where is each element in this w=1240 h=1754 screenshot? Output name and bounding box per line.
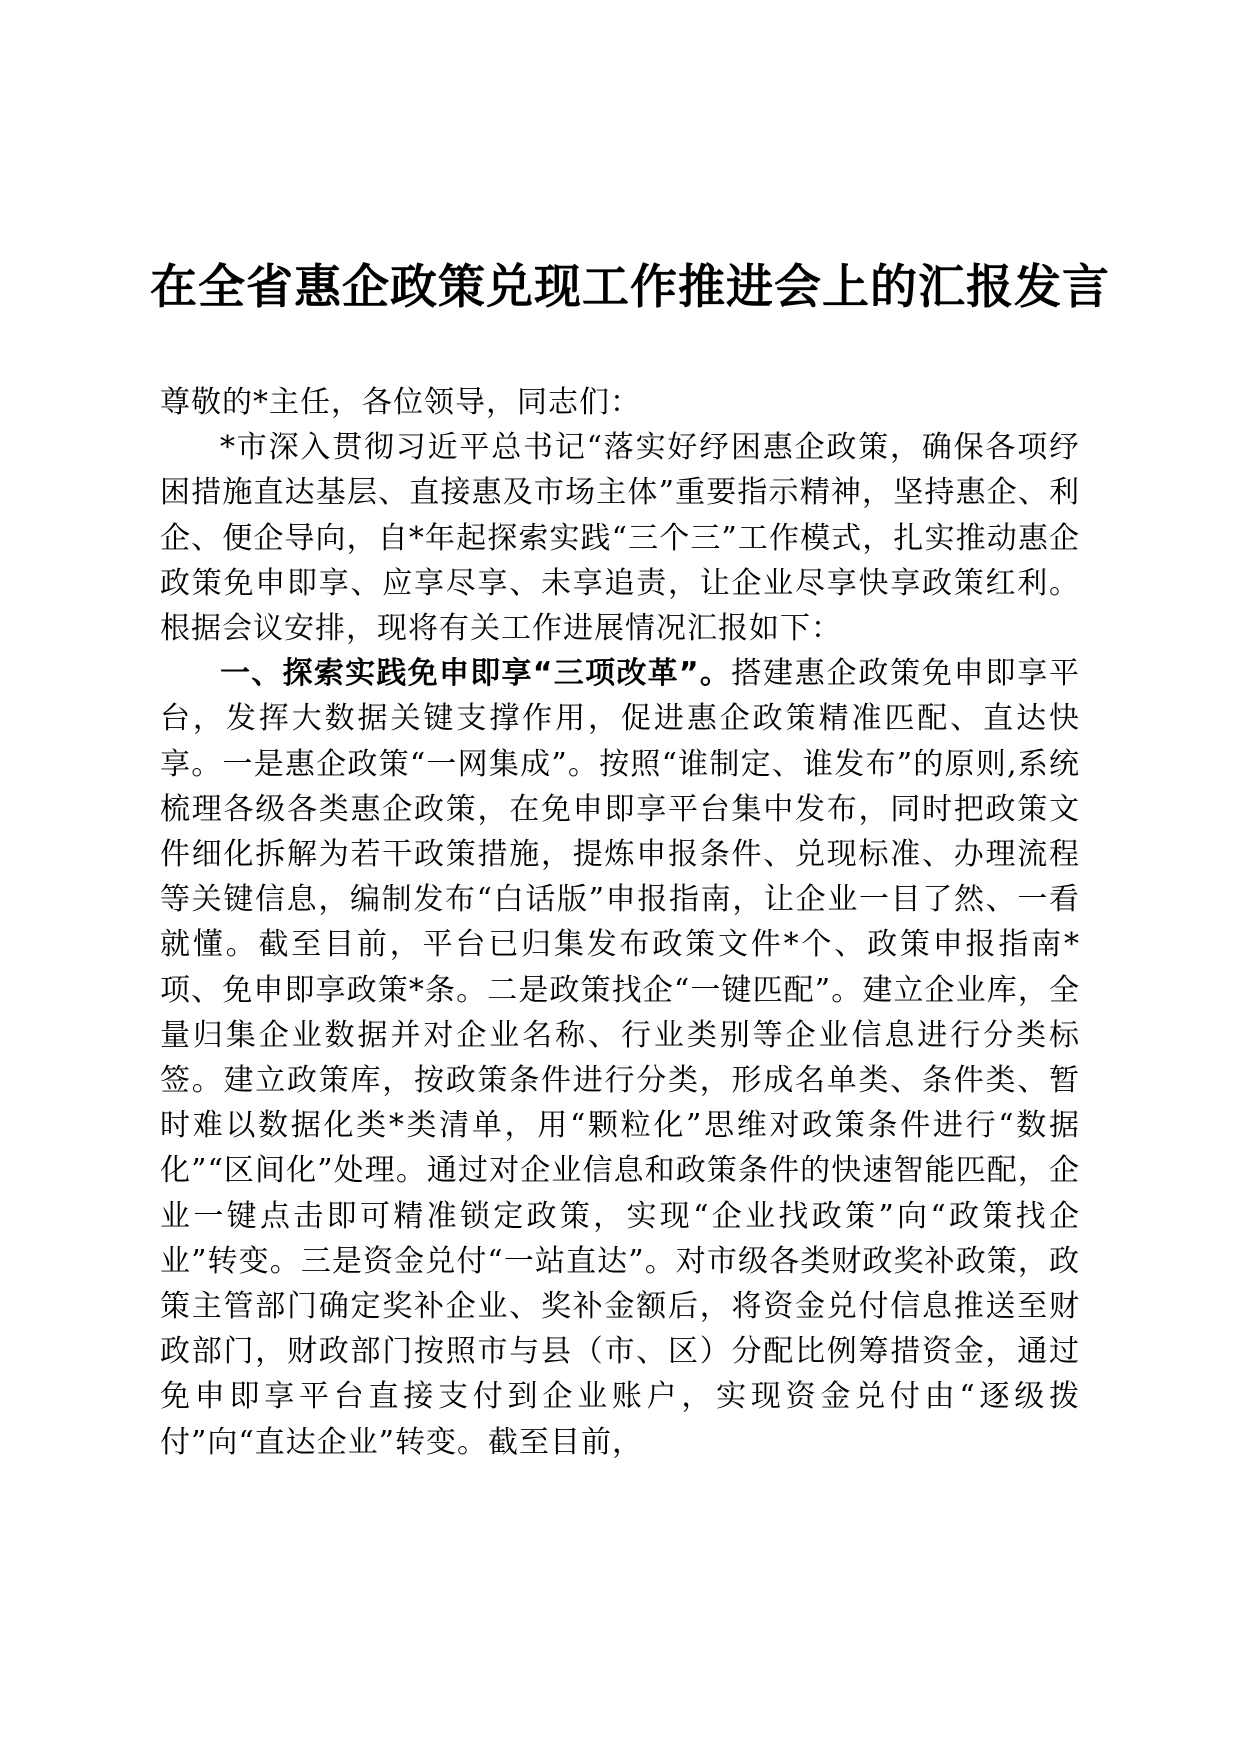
- document-body: [160, 380, 1080, 1465]
- section-1-heading: 一、探索实践免申即享“三项改革”。: [220, 656, 732, 692]
- salutation: 尊敬的*主任，各位领导，同志们：: [160, 385, 641, 420]
- section-1-paragraph: [160, 651, 1080, 1465]
- section-1-text: 搭建惠企政策免申即享平台，发挥大数据关键支撑作用，促进惠企政策精准匹配、直达快享。一是惠企政策“一网集成”。按照“谁制定、谁发布”的原则,系统梳理各级各类惠企政策，在免申即享平台集中发布，同时把政策文件细化拆解为若干政策措施，提炼申报条件、兑现标准、办理流程等关键信息，编制发布“白话版”申报指南，让企业一目了然、一看就懂。截至目前，平台已归集发布政策文件*个、政策申报指南*项、免申即享政策*条。二是政策找企“一键匹配”。建立企业库，全量归集企业数据并对企业名称、行业类别等企业信息进行分类标签。建立政策库，按政策条件进行分类，形成名单类、条件类、暂时难以数据化类*类清单，用“颗粒化”思维对政策条件进行“数据化”“区间化”处理。通过对企业信息和政策条件的快速智能匹配，企业一键点击即可精准锁定政策，实现“企业找政策”向“政策找企业”转变。三是资金兑付“一站直达”。对市级各类财政奖补政策，政策主管部门确定奖补企业、奖补金额后，将资金兑付信息推送至财政部门，财政部门按照市与县（市、区）分配比例筹措资金，通过免申即享平台直接支付到企业账户，实现资金兑付由“逐级拨付”向“直达企业”转变。截至目前，: [160, 656, 1081, 1460]
- intro-paragraph: *市深入贯彻习近平总书记“落实好纾困惠企政策，确保各项纾困措施直达基层、直接惠及市场主体”重要指示精神，坚持惠企、利企、便企导向，自*年起探索实践“三个三”工作模式，扎实推动惠企政策免申即享、应享尽享、未享追责，让企业尽享快享政策红利。根据会议安排，现将有关工作进展情况汇报如下：: [160, 430, 1080, 647]
- document-title: 在全省惠企政策兑现工作推进会上的汇报发言: [150, 260, 1110, 315]
